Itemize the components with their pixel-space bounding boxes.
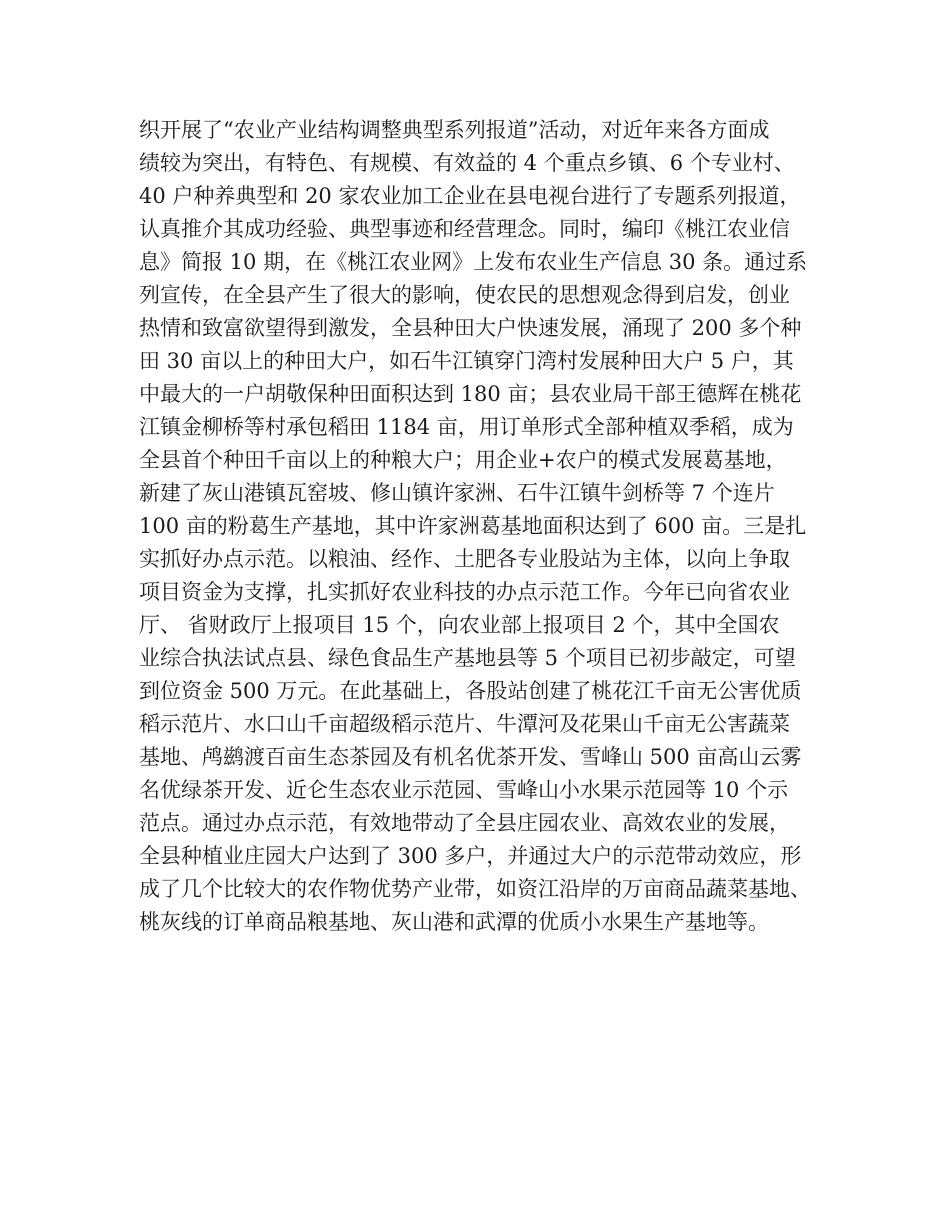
text-line: 厅、 省财政厅上报项目 15 个，向农业部上报项目 2 个，其中全国农 <box>139 613 780 637</box>
text-line: 成了几个比较大的农作物优势产业带，如资江沿岸的万亩商品蔬菜基地、 <box>139 877 811 901</box>
text-line: 田 30 亩以上的种田大户，如石牛江镇穿门湾村发展种田大户 5 户，其 <box>139 349 794 373</box>
text-line: 到位资金 500 万元。在此基础上，各股站创建了桃花江千亩无公害优质 <box>139 679 802 703</box>
text-line: 全县首个种田千亩以上的种粮大户；用企业+农户的模式发展葛基地， <box>139 448 787 472</box>
text-line: 100 亩的粉葛生产基地，其中许家洲葛基地面积达到了 600 亩。三是扎 <box>139 514 807 538</box>
body-paragraph <box>139 114 839 939</box>
text-line: 基地、鸬鹚渡百亩生态茶园及有机名优茶开发、雪峰山 500 亩高山云雾 <box>139 745 802 769</box>
text-line: 范点。通过办点示范，有效地带动了全县庄园农业、高效农业的发展， <box>139 811 790 835</box>
text-line: 实抓好办点示范。以粮油、经作、土肥各专业股站为主体，以向上争取 <box>139 547 790 571</box>
text-line: 项目资金为支撑，扎实抓好农业科技的办点示范工作。今年已向省农业 <box>139 580 790 604</box>
text-line: 中最大的一户胡敬保种田面积达到 180 亩；县农业局干部王德辉在桃花 <box>139 382 802 406</box>
text-line: 绩较为突出，有特色、有规模、有效益的 4 个重点乡镇、6 个专业村、 <box>139 151 795 175</box>
text-line: 新建了灰山港镇瓦窑坡、修山镇许家洲、石牛江镇牛剑桥等 7 个连片 <box>139 481 775 505</box>
text-line: 全县种植业庄园大户达到了 300 多户，并通过大户的示范带动效应，形 <box>139 844 802 868</box>
text-line: 热情和致富欲望得到激发，全县种田大户快速发展，涌现了 200 多个种 <box>139 316 802 340</box>
text-line: 江镇金柳桥等村承包稻田 1184 亩，用订单形式全部种植双季稻，成为 <box>139 415 794 439</box>
text-line: 认真推介其成功经验、典型事迹和经营理念。同时，编印《桃江农业信 <box>139 217 790 241</box>
text-line: 息》简报 10 期，在《桃江农业网》上发布农业生产信息 30 条。通过系 <box>139 250 808 274</box>
text-line: 列宣传，在全县产生了很大的影响，使农民的思想观念得到启发，创业 <box>139 283 790 307</box>
text-line: 桃灰线的订单商品粮基地、灰山港和武潭的优质小水果生产基地等。 <box>139 910 769 934</box>
text-line: 名优绿茶开发、近仑生态农业示范园、雪峰山小水果示范园等 10 个示 <box>139 778 789 802</box>
text-line: 40 户种养典型和 20 家农业加工企业在县电视台进行了专题系列报道， <box>139 184 801 208</box>
text-line: 业综合执法试点县、绿色食品生产基地县等 5 个项目已初步敲定，可望 <box>139 646 796 670</box>
text-line: 稻示范片、水口山千亩超级稻示范片、牛潭河及花果山千亩无公害蔬菜 <box>139 712 790 736</box>
text-line: 织开展了“农业产业结构调整典型系列报道”活动，对近年来各方面成 <box>139 118 770 142</box>
